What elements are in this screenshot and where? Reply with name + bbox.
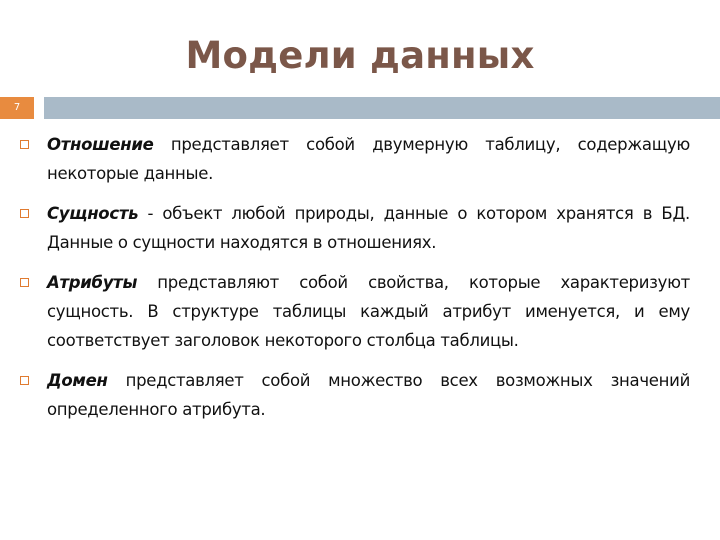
list-item bbox=[20, 199, 690, 257]
list-item bbox=[20, 366, 690, 424]
list-item-description: представляют собой свойства, которые характеризуют сущность. В структуре таблицы каждый атрибут именуется, и ему соответствует заголовок некоторого столбца таблицы. bbox=[47, 273, 690, 350]
list-item-text bbox=[47, 130, 690, 188]
list-item bbox=[20, 268, 690, 355]
header-bar bbox=[44, 97, 720, 119]
list-item-description: - объект любой природы, данные о котором хранятся в БД. Данные о сущности находятся в отношениях. bbox=[47, 204, 690, 252]
square-bullet-icon bbox=[20, 209, 29, 218]
list-item bbox=[20, 130, 690, 188]
list-item-term: Сущность bbox=[47, 204, 139, 223]
list-item-term: Домен bbox=[47, 371, 108, 390]
list-item-text bbox=[47, 366, 690, 424]
list-item-text bbox=[47, 199, 690, 257]
list-item-description: представляет собой множество всех возможных значений определенного атрибута. bbox=[47, 371, 690, 419]
list-item-term: Атрибуты bbox=[47, 273, 138, 292]
list-item-term: Отношение bbox=[47, 135, 154, 154]
bullet-list bbox=[20, 130, 690, 435]
page-number: 7 bbox=[0, 97, 34, 119]
list-item-description: представляет собой двумерную таблицу, содержащую некоторые данные. bbox=[47, 135, 690, 183]
square-bullet-icon bbox=[20, 278, 29, 287]
square-bullet-icon bbox=[20, 140, 29, 149]
list-item-text bbox=[47, 268, 690, 355]
square-bullet-icon bbox=[20, 376, 29, 385]
slide-title: Модели данных bbox=[185, 34, 535, 77]
